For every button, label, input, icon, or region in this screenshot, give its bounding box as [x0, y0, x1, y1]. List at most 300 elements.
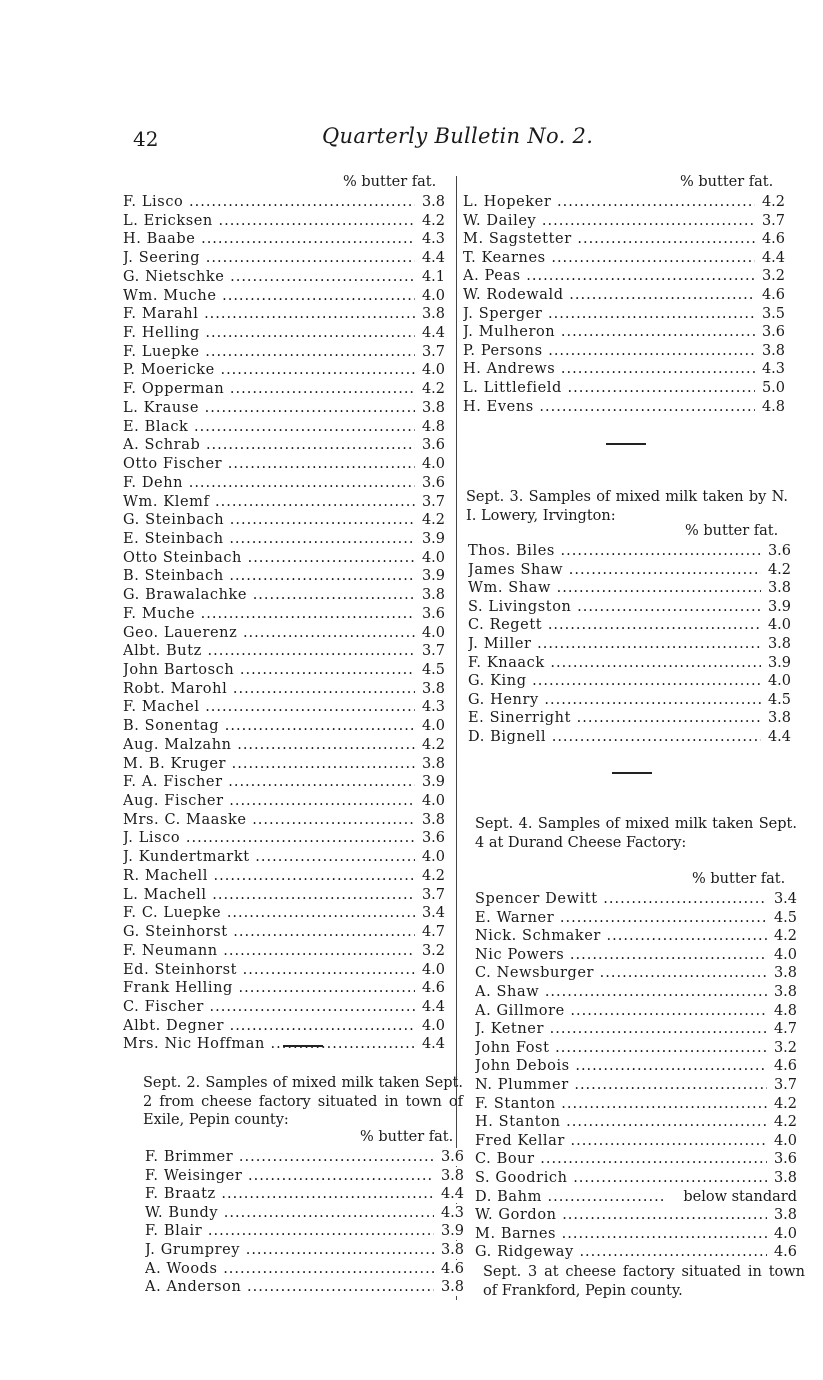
farmer-name: H. Evens ..... [463, 398, 755, 416]
section-divider [612, 772, 652, 774]
butter-fat-value: 3.4 [417, 904, 445, 922]
list-item [463, 379, 785, 397]
butter-fat-value: 4.4 [436, 1185, 464, 1203]
butter-fat-value: 3.7 [417, 493, 445, 511]
farmer-name: F. Dehn ..... [123, 474, 415, 492]
butter-fat-value: 3.8 [417, 399, 445, 417]
farmer-name: J. Kundertmarkt ..... [123, 848, 415, 866]
farmer-name: S. Livingston ..... [468, 598, 761, 616]
list-item [123, 961, 445, 979]
farmer-name: W. Bundy ..... [145, 1204, 434, 1222]
farmer-name: G. Steinbach ..... [123, 511, 415, 529]
list-item [123, 661, 445, 679]
butter-fat-value: 4.0 [769, 1225, 797, 1243]
butter-fat-value: 3.8 [417, 680, 445, 698]
list-item [475, 1020, 797, 1038]
farmer-name: C. Regett ..... [468, 616, 761, 634]
list-item [468, 561, 791, 579]
list-item [468, 654, 791, 672]
list-item [475, 1188, 797, 1206]
list-item [123, 792, 445, 810]
butter-fat-value: 4.5 [769, 909, 797, 927]
list-item [463, 286, 785, 304]
list-item [123, 605, 445, 623]
butter-fat-value: 3.7 [417, 642, 445, 660]
farmer-name: F. Stanton ..... [475, 1095, 767, 1113]
list-item [123, 324, 445, 342]
list-item [123, 193, 445, 211]
butter-fat-value: 3.6 [417, 436, 445, 454]
farmer-name: Albt. Butz ..... [123, 642, 415, 660]
butter-fat-value: 3.8 [417, 811, 445, 829]
farmer-name: Albt. Degner ..... [123, 1017, 415, 1035]
farmer-name: F. Braatz ..... [145, 1185, 434, 1203]
butter-fat-value: 3.8 [436, 1278, 464, 1296]
farmer-name: A. Gillmore ..... [475, 1002, 767, 1020]
farmer-name: F. Lisco ..... [123, 193, 415, 211]
butter-fat-value: 4.3 [417, 698, 445, 716]
butter-fat-value: 4.3 [757, 360, 785, 378]
butter-fat-value: 3.8 [769, 1206, 797, 1224]
butter-fat-value: 3.8 [436, 1167, 464, 1185]
right-column-header: % butter fat. [680, 174, 774, 190]
farmer-name: C. Fischer ..... [123, 998, 415, 1016]
farmer-name: W. Rodewald ..... [463, 286, 755, 304]
farmer-name: John Fost ..... [475, 1039, 767, 1057]
farmer-name: E. Steinbach ..... [123, 530, 415, 548]
butter-fat-value: 4.0 [417, 549, 445, 567]
butter-fat-value: 4.3 [436, 1204, 464, 1222]
farmer-name: D. Bahm ..... [475, 1188, 665, 1206]
butter-fat-value: 4.6 [757, 230, 785, 248]
butter-fat-value: 4.4 [417, 1035, 445, 1053]
farmer-name: M. B. Kruger ..... [123, 755, 415, 773]
list-item [463, 342, 785, 360]
list-item [123, 418, 445, 436]
butter-fat-value: 3.8 [763, 635, 791, 653]
butter-fat-value: 3.8 [417, 193, 445, 211]
list-item [463, 360, 785, 378]
butter-fat-value: 3.8 [417, 755, 445, 773]
list-item [123, 811, 445, 829]
farmer-name: F. Muche ..... [123, 605, 415, 623]
list-item [123, 287, 445, 305]
farmer-name: L. Machell ..... [123, 886, 415, 904]
butter-fat-value: 3.2 [417, 942, 445, 960]
list-item [123, 249, 445, 267]
farmer-name: T. Kearnes ..... [463, 249, 755, 267]
farmer-name: F. C. Luepke ..... [123, 904, 415, 922]
list-item [475, 1150, 797, 1168]
list-item [468, 635, 791, 653]
farmer-name: C. Bour ..... [475, 1150, 767, 1168]
butter-fat-value: 3.8 [757, 342, 785, 360]
butter-fat-value: 3.5 [757, 305, 785, 323]
butter-fat-value: 4.2 [769, 1113, 797, 1131]
butter-fat-value: 4.0 [417, 961, 445, 979]
list-item [468, 542, 791, 560]
farmer-name: J. Sperger ..... [463, 305, 755, 323]
farmer-name: H. Andrews ..... [463, 360, 755, 378]
farmer-name: M. Sagstetter ..... [463, 230, 755, 248]
butter-fat-value: 3.8 [769, 964, 797, 982]
farmer-name: M. Barnes ..... [475, 1225, 767, 1243]
farmer-name: A. Peas ..... [463, 267, 755, 285]
butter-fat-value: 4.6 [769, 1057, 797, 1075]
farmer-name: F. Helling ..... [123, 324, 415, 342]
farmer-name: Frank Helling ..... [123, 979, 415, 997]
farmer-name: Thos. Biles ..... [468, 542, 761, 560]
butter-fat-value: 4.2 [763, 561, 791, 579]
list-item [145, 1260, 464, 1278]
farmer-name: A. Shaw ..... [475, 983, 767, 1001]
butter-fat-value: 3.8 [769, 983, 797, 1001]
list-item [145, 1204, 464, 1222]
butter-fat-value: 4.0 [769, 1132, 797, 1150]
butter-fat-value: 3.9 [763, 598, 791, 616]
farmer-name: Aug. Malzahn ..... [123, 736, 415, 754]
butter-fat-value: 4.6 [436, 1260, 464, 1278]
farmer-name: F. Brimmer ..... [145, 1148, 434, 1166]
farmer-name: Nick. Schmaker ..... [475, 927, 767, 945]
list-item [475, 964, 797, 982]
butter-fat-value: 4.0 [417, 848, 445, 866]
list-item [123, 923, 445, 941]
butter-fat-value: 3.8 [763, 709, 791, 727]
sept3-paragraph: Sept. 3. Samples of mixed milk taken by N. I. Lowery, Irvington: [466, 489, 788, 524]
section-divider [283, 1045, 323, 1047]
butter-fat-value: 3.6 [763, 542, 791, 560]
butter-fat-value: 3.8 [763, 579, 791, 597]
butter-fat-value: 3.2 [769, 1039, 797, 1057]
list-item [468, 691, 791, 709]
list-item [123, 549, 445, 567]
farmer-name: J. Mulheron ..... [463, 323, 755, 341]
list-item [123, 399, 445, 417]
list-item [468, 672, 791, 690]
farmer-name: James Shaw ..... [468, 561, 761, 579]
list-item [123, 436, 445, 454]
butter-fat-value: 3.8 [436, 1241, 464, 1259]
list-item [475, 1206, 797, 1224]
list-item [123, 305, 445, 323]
farmer-name: F. Opperman ..... [123, 380, 415, 398]
page-title: Quarterly Bulletin No. 2. [322, 124, 594, 148]
farmer-name: J. Lisco ..... [123, 829, 415, 847]
butter-fat-value: 4.0 [763, 616, 791, 634]
farmer-name: A. Anderson ..... [145, 1278, 434, 1296]
farmer-name: F. Luepke ..... [123, 343, 415, 361]
butter-fat-value: 4.4 [417, 998, 445, 1016]
list-item [463, 323, 785, 341]
list-item [475, 946, 797, 964]
butter-fat-value: 3.6 [417, 474, 445, 492]
sept4-paragraph: Sept. 4. Samples of mixed milk taken Sept. 4 at Durand Cheese Factory: [475, 816, 797, 851]
list-item [475, 1132, 797, 1150]
butter-fat-value: 4.0 [417, 361, 445, 379]
butter-fat-value: 3.4 [769, 890, 797, 908]
butter-fat-value: below standard [667, 1188, 797, 1206]
section-divider [606, 443, 646, 445]
farmer-name: J. Seering ..... [123, 249, 415, 267]
farmer-name: E. Sinerright ..... [468, 709, 761, 727]
farmer-name: S. Goodrich ..... [475, 1169, 767, 1187]
farmer-name: John Bartosch ..... [123, 661, 415, 679]
butter-fat-value: 4.5 [763, 691, 791, 709]
butter-fat-value: 3.8 [769, 1169, 797, 1187]
farmer-name: Aug. Fischer ..... [123, 792, 415, 810]
list-item [475, 1057, 797, 1075]
list-item [123, 867, 445, 885]
farmer-name: Mrs. C. Maaske ..... [123, 811, 415, 829]
butter-fat-value: 4.4 [417, 249, 445, 267]
butter-fat-value: 3.7 [769, 1076, 797, 1094]
list-item [123, 455, 445, 473]
farmer-name: A. Schrab ..... [123, 436, 415, 454]
column-rule [456, 176, 457, 1300]
list-item [475, 1039, 797, 1057]
farmer-name: F. Machel ..... [123, 698, 415, 716]
butter-fat-value: 4.2 [757, 193, 785, 211]
farmer-name: G. Ridgeway ..... [475, 1243, 767, 1261]
list-item [463, 305, 785, 323]
butter-fat-value: 5.0 [757, 379, 785, 397]
butter-fat-value: 4.0 [417, 287, 445, 305]
farmer-name: Wm. Muche ..... [123, 287, 415, 305]
butter-fat-value: 4.6 [757, 286, 785, 304]
farmer-name: E. Warner ..... [475, 909, 767, 927]
list-item [475, 890, 797, 908]
farmer-name: H. Baabe ..... [123, 230, 415, 248]
farmer-name: G. King ..... [468, 672, 761, 690]
farmer-name: F. Marahl ..... [123, 305, 415, 323]
list-item [123, 904, 445, 922]
farmer-name: P. Moericke ..... [123, 361, 415, 379]
butter-fat-value: 4.0 [417, 1017, 445, 1035]
list-item [123, 361, 445, 379]
list-item [145, 1222, 464, 1240]
list-item [468, 598, 791, 616]
list-item [475, 1076, 797, 1094]
butter-fat-value: 4.4 [757, 249, 785, 267]
farmer-name: Mrs. Nic Hoffman ..... [123, 1035, 415, 1053]
butter-fat-value: 4.2 [417, 380, 445, 398]
list-item [123, 829, 445, 847]
butter-fat-value: 4.1 [417, 268, 445, 286]
sept2-paragraph: Sept. 2. Samples of mixed milk taken Sept. 2 from cheese factory situated in town of Exile, Pepin county: [143, 1075, 463, 1129]
farmer-name: W. Gordon ..... [475, 1206, 767, 1224]
butter-fat-value: 3.6 [757, 323, 785, 341]
farmer-name: E. Black ..... [123, 418, 415, 436]
butter-fat-value: 4.0 [417, 624, 445, 642]
list-item [123, 474, 445, 492]
list-item [475, 1243, 797, 1261]
butter-fat-value: 3.9 [417, 773, 445, 791]
farmer-name: Geo. Lauerenz ..... [123, 624, 415, 642]
butter-fat-value: 4.2 [417, 867, 445, 885]
farmer-name: A. Woods ..... [145, 1260, 434, 1278]
butter-fat-value: 4.0 [417, 455, 445, 473]
list-item [123, 624, 445, 642]
list-item [145, 1148, 464, 1166]
list-item [123, 1035, 445, 1053]
butter-fat-value: 3.9 [436, 1222, 464, 1240]
farmer-name: Nic Powers ..... [475, 946, 767, 964]
list-item [475, 983, 797, 1001]
farmer-name: Spencer Dewitt ..... [475, 890, 767, 908]
butter-fat-value: 3.7 [417, 343, 445, 361]
list-item [145, 1241, 464, 1259]
list-item [145, 1278, 464, 1296]
list-item [475, 1225, 797, 1243]
butter-fat-value: 3.8 [417, 586, 445, 604]
page-number: 42 [133, 127, 159, 151]
butter-fat-value: 4.8 [757, 398, 785, 416]
list-item [463, 267, 785, 285]
farmer-name: F. Neumann ..... [123, 942, 415, 960]
farmer-name: W. Dailey ..... [463, 212, 755, 230]
farmer-name: N. Plummer ..... [475, 1076, 767, 1094]
farmer-name: Otto Fischer ..... [123, 455, 415, 473]
list-item [123, 736, 445, 754]
farmer-name: L. Hopeker ..... [463, 193, 755, 211]
farmer-name: R. Machell ..... [123, 867, 415, 885]
farmer-name: G. Nietschke ..... [123, 268, 415, 286]
farmer-name: L. Krause ..... [123, 399, 415, 417]
list-item [468, 709, 791, 727]
list-item [463, 230, 785, 248]
sept4-closing: Sept. 3 at cheese factory situated in town of Frankford, Pepin county. [483, 1264, 805, 1299]
list-item [468, 728, 791, 746]
farmer-name: Robt. Marohl ..... [123, 680, 415, 698]
butter-fat-value: 4.3 [417, 230, 445, 248]
butter-fat-value: 3.9 [763, 654, 791, 672]
list-item [123, 530, 445, 548]
butter-fat-value: 4.7 [417, 923, 445, 941]
list-item [123, 717, 445, 735]
butter-fat-value: 3.6 [417, 829, 445, 847]
butter-fat-value: 4.0 [417, 792, 445, 810]
list-item [468, 616, 791, 634]
farmer-name: F. A. Fischer ..... [123, 773, 415, 791]
butter-fat-value: 3.7 [417, 886, 445, 904]
list-item [475, 909, 797, 927]
butter-fat-value: 4.4 [763, 728, 791, 746]
list-item [123, 493, 445, 511]
list-item [123, 773, 445, 791]
sept4-header: % butter fat. [692, 871, 786, 887]
butter-fat-value: 4.0 [769, 946, 797, 964]
butter-fat-value: 4.6 [417, 979, 445, 997]
farmer-name: Otto Steinbach ..... [123, 549, 415, 567]
farmer-name: Wm. Shaw ..... [468, 579, 761, 597]
list-item [123, 343, 445, 361]
list-item [463, 249, 785, 267]
list-item [123, 848, 445, 866]
butter-fat-value: 4.5 [417, 661, 445, 679]
butter-fat-value: 4.2 [417, 736, 445, 754]
farmer-name: G. Steinhorst ..... [123, 923, 415, 941]
list-item [468, 579, 791, 597]
list-item [123, 511, 445, 529]
butter-fat-value: 3.8 [417, 305, 445, 323]
farmer-name: F. Knaack ..... [468, 654, 761, 672]
farmer-name: L. Littlefield ..... [463, 379, 755, 397]
farmer-name: L. Ericksen ..... [123, 212, 415, 230]
farmer-name: John Debois ..... [475, 1057, 767, 1075]
farmer-name: H. Stanton ..... [475, 1113, 767, 1131]
butter-fat-value: 4.6 [769, 1243, 797, 1261]
list-item [123, 886, 445, 904]
list-item [463, 212, 785, 230]
farmer-name: G. Brawalachke ..... [123, 586, 415, 604]
list-item [123, 755, 445, 773]
list-item [123, 698, 445, 716]
butter-fat-value: 3.2 [757, 267, 785, 285]
farmer-name: F. Weisinger ..... [145, 1167, 434, 1185]
farmer-name: Wm. Klemf ..... [123, 493, 415, 511]
farmer-name: J. Grumprey ..... [145, 1241, 434, 1259]
list-item [145, 1185, 464, 1203]
list-item [475, 1169, 797, 1187]
farmer-name: Ed. Steinhorst ..... [123, 961, 415, 979]
list-item [123, 680, 445, 698]
left-column-header: % butter fat. [343, 174, 437, 190]
list-item [145, 1167, 464, 1185]
list-item [475, 1095, 797, 1113]
list-item [463, 193, 785, 211]
butter-fat-value: 4.4 [417, 324, 445, 342]
farmer-name: Fred Kellar ..... [475, 1132, 767, 1150]
farmer-name: F. Blair ..... [145, 1222, 434, 1240]
farmer-name: B. Steinbach ..... [123, 567, 415, 585]
butter-fat-value: 3.9 [417, 530, 445, 548]
farmer-name: J. Ketner ..... [475, 1020, 767, 1038]
butter-fat-value: 3.6 [417, 605, 445, 623]
farmer-name: G. Henry ..... [468, 691, 761, 709]
list-item [123, 380, 445, 398]
list-item [123, 942, 445, 960]
sept3-header: % butter fat. [685, 523, 779, 539]
butter-fat-value: 3.9 [417, 567, 445, 585]
list-item [123, 230, 445, 248]
list-item [475, 1113, 797, 1131]
list-item [123, 567, 445, 585]
list-item [123, 1017, 445, 1035]
sept2-header: % butter fat. [360, 1129, 454, 1145]
list-item [463, 398, 785, 416]
butter-fat-value: 3.7 [757, 212, 785, 230]
farmer-name: C. Newsburger ..... [475, 964, 767, 982]
farmer-name: J. Miller ..... [468, 635, 761, 653]
farmer-name: D. Bignell ..... [468, 728, 761, 746]
butter-fat-value: 4.2 [769, 1095, 797, 1113]
list-item [475, 927, 797, 945]
farmer-name: B. Sonentag ..... [123, 717, 415, 735]
list-item [123, 212, 445, 230]
list-item [475, 1002, 797, 1020]
butter-fat-value: 4.0 [763, 672, 791, 690]
butter-fat-value: 4.2 [417, 511, 445, 529]
list-item [123, 586, 445, 604]
butter-fat-value: 4.0 [417, 717, 445, 735]
list-item [123, 268, 445, 286]
list-item [123, 979, 445, 997]
butter-fat-value: 4.8 [417, 418, 445, 436]
butter-fat-value: 3.6 [436, 1148, 464, 1166]
farmer-name: P. Persons ..... [463, 342, 755, 360]
butter-fat-value: 4.7 [769, 1020, 797, 1038]
